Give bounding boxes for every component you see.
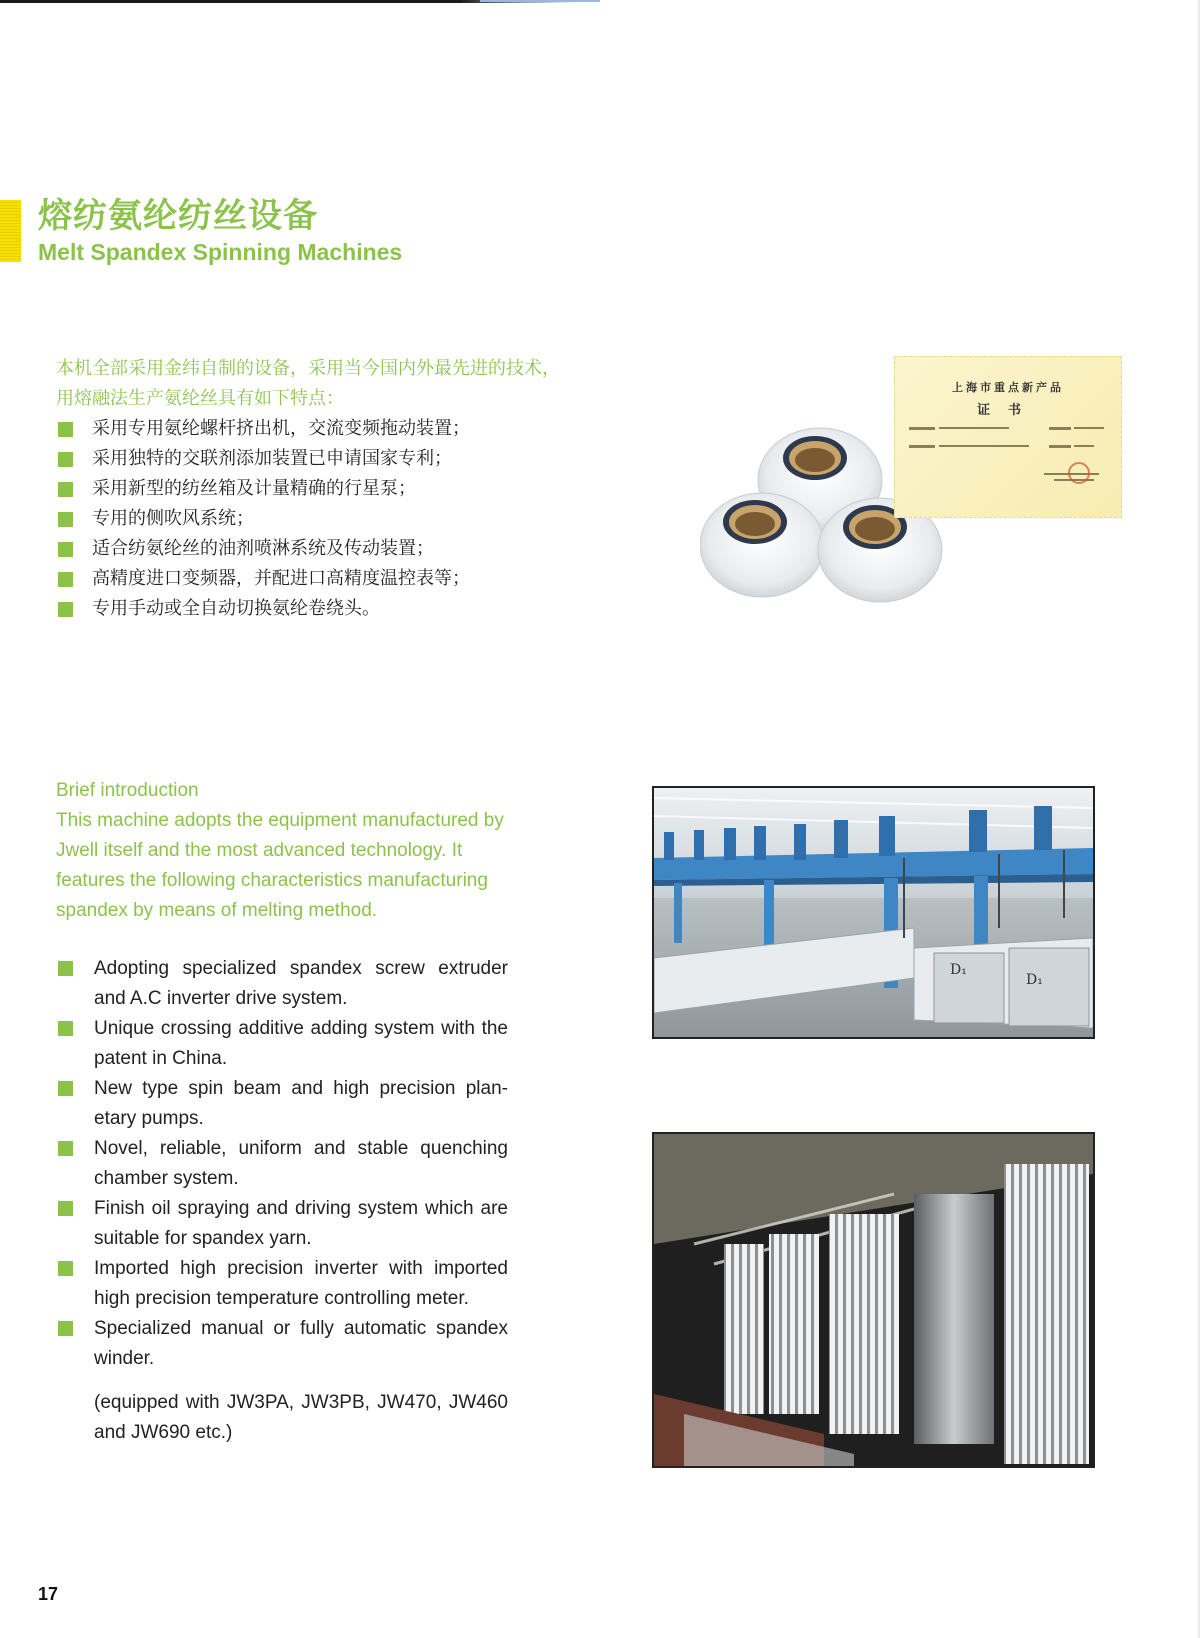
- bullet-square-icon: [58, 482, 73, 497]
- bullet-square-icon: [58, 961, 73, 976]
- list-item: [56, 444, 470, 474]
- list-item-text: Specialized manual or fully automatic spandex winder.: [94, 1318, 508, 1369]
- list-item: [56, 1134, 508, 1194]
- list-item: [56, 954, 508, 1014]
- intro-chinese-line: 本机全部采用金纬自制的设备，采用当今国内外最先进的技术，: [56, 358, 560, 379]
- list-item-text: Adopting specialized spandex screw extruder and A.C inverter drive system.: [94, 958, 508, 1009]
- certificate-image: [894, 356, 1122, 518]
- feature-list-chinese: [56, 414, 470, 624]
- page-number: 17: [38, 1584, 59, 1604]
- certificate-title: 上海市重点新产品: [952, 381, 1064, 394]
- intro-chinese: [56, 354, 616, 414]
- bullet-square-icon: [58, 452, 73, 467]
- list-item: [56, 1314, 508, 1374]
- bullet-square-icon: [58, 512, 73, 527]
- title-accent-bar: [0, 200, 21, 262]
- list-item-text: 高精度进口变频器，并配进口高精度温控表等；: [92, 568, 470, 589]
- bullet-square-icon: [58, 1261, 73, 1276]
- list-item: [56, 504, 470, 534]
- spool-left: [700, 493, 824, 597]
- machine-label: D₁: [950, 962, 967, 978]
- list-item-text: Unique crossing additive adding system with the patent in China.: [94, 1018, 508, 1069]
- bullet-square-icon: [58, 1141, 73, 1156]
- list-item-text: 采用专用氨纶螺杆挤出机，交流变频拖动装置；: [92, 418, 470, 439]
- page-edge-shadow: [1196, 0, 1200, 1638]
- list-item-text: 适合纺氨纶丝的油剂喷淋系统及传动装置；: [92, 538, 434, 559]
- list-item: [56, 474, 470, 504]
- list-item: [56, 594, 470, 624]
- brief-heading: Brief introduction: [56, 780, 199, 801]
- list-item-text: 专用的侧吹风系统；: [92, 508, 254, 529]
- bullet-square-icon: [58, 1081, 73, 1096]
- list-item: [56, 1074, 508, 1134]
- machine-label: D₁: [1026, 972, 1043, 988]
- bullet-square-icon: [58, 1201, 73, 1216]
- list-item: [56, 1014, 508, 1074]
- quenching-chamber-photo: [652, 1132, 1095, 1468]
- list-item: [56, 1194, 508, 1254]
- quenching-chamber-illustration: [654, 1134, 1093, 1466]
- page-title-english: Melt Spandex Spinning Machines: [38, 239, 403, 265]
- list-item: [56, 564, 470, 594]
- list-item-text: New type spin beam and high precision plan-etary pumps.: [94, 1078, 508, 1129]
- bullet-square-icon: [58, 542, 73, 557]
- machine-line-illustration: [654, 788, 1093, 1037]
- list-item-text: 采用独特的交联剂添加装置已申请国家专利；: [92, 448, 452, 469]
- bullet-square-icon: [58, 1021, 73, 1036]
- bullet-square-icon: [58, 422, 73, 437]
- list-item: [56, 534, 470, 564]
- list-item-text: Finish oil spraying and driving system which are suitable for spandex yarn.: [94, 1198, 508, 1249]
- bullet-square-icon: [58, 602, 73, 617]
- top-rule-accent: [480, 0, 600, 2]
- intro-chinese-line: 用熔融法生产氨纶丝具有如下特点：: [56, 388, 344, 409]
- certificate-fine-print: [909, 425, 1109, 485]
- list-item-text: 采用新型的纺丝箱及计量精确的行星泵；: [92, 478, 416, 499]
- feature-list-english: [56, 954, 508, 1374]
- list-item-text: 专用手动或全自动切换氨纶卷绕头。: [92, 598, 380, 619]
- list-item: [56, 1254, 508, 1314]
- list-item-text: Novel, reliable, uniform and stable quenching chamber system.: [94, 1138, 508, 1189]
- certificate-subtitle: 证书: [976, 403, 1039, 418]
- list-item: [56, 414, 470, 444]
- bullet-square-icon: [58, 1321, 73, 1336]
- list-item-text: Imported high precision inverter with imported high precision temperature controlling meter.: [94, 1258, 508, 1309]
- equipment-note: (equipped with JW3PA, JW3PB, JW470, JW460 and JW690 etc.): [94, 1392, 508, 1443]
- machine-line-photo: [652, 786, 1095, 1039]
- brief-body: This machine adopts the equipment manufactured by Jwell itself and the most advanced technology. It features the following characteristics manufacturing spandex by means of melting method.: [56, 810, 504, 921]
- page-title-chinese: 熔纺氨纶纺丝设备: [38, 196, 318, 236]
- bullet-square-icon: [58, 572, 73, 587]
